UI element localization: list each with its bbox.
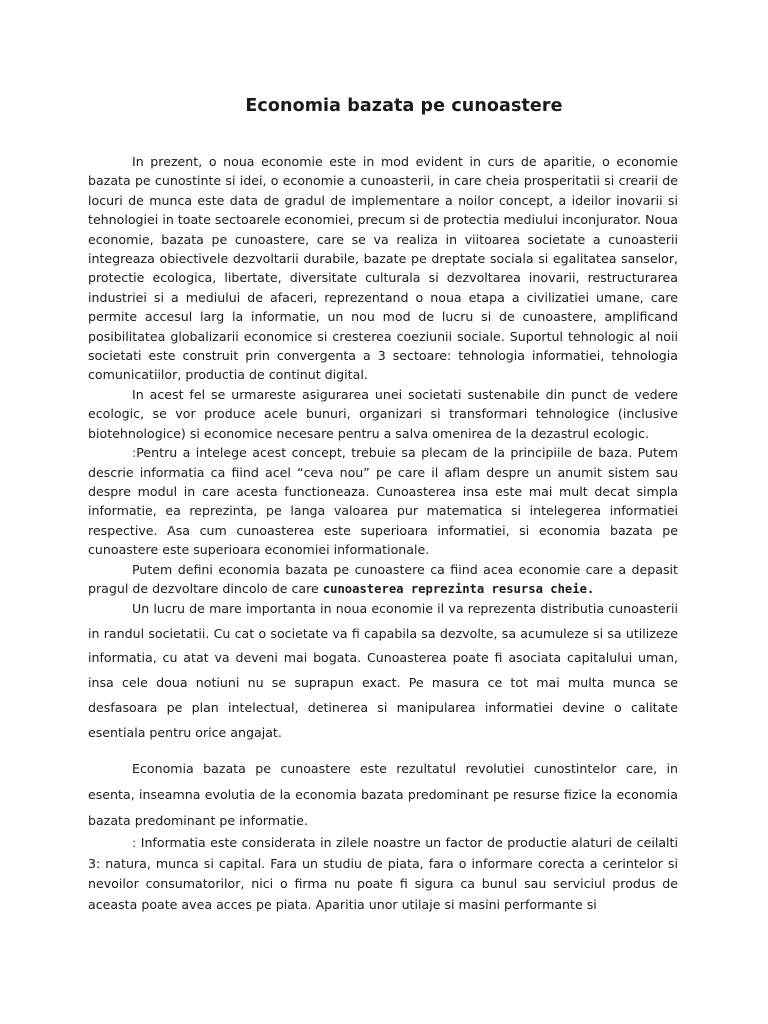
document-title: Economia bazata pe cunoastere xyxy=(245,96,563,116)
paragraph-3 xyxy=(88,443,678,559)
text-block-2 xyxy=(88,597,678,745)
paragraph-2: In acest fel se urmareste asigurarea unei societati sustenabile din punct de vedere ecologic, se vor produce acele bunuri, organizari si transformari tehnologice (inclusive biotehnologice) si economice necesare pentru a salva omenirea de la dezastrul ecologic. xyxy=(88,386,678,441)
text-block-3 xyxy=(88,756,678,834)
paragraph-marker: : xyxy=(132,835,137,850)
text-block-1 xyxy=(88,152,678,599)
paragraph-7 xyxy=(88,833,678,916)
text-block-4 xyxy=(88,833,678,916)
paragraph-4 xyxy=(88,560,678,600)
paragraph-5: Un lucru de mare importanta in noua economie il va reprezenta distributia cunoasterii in randul societatii. Cu cat o societate va fi capabila sa dezvolte, sa acumuleze si sa utilizeze informatia, cu atat va deveni mai bogata. Cunoasterea poate fi asociata capitalului uman, insa cele doua notiuni nu se suprapun exact. Pe masura ce tot mai multa munca se desfasoara pe plan intelectual, detinerea si manipularea informatiei devine o calitate esentiala pentru orice angajat. xyxy=(88,601,678,740)
paragraph-4-text: Putem defini economia bazata pe cunoastere ca fiind acea economie care a depasit pragul de dezvoltare dincolo de care xyxy=(88,561,678,596)
paragraph-7-text: Informatia este considerata in zilele noastre un factor de productie alaturi de ceilalti 3: natura, munca si capital. Fara un studiu de piata, fara o informare corecta a cerintelor si nevoilor consumatorilor, nici o firma nu poate fi sigura ca bunul sau serviciul produs de aceasta poate avea acces pe piata. Aparitia unor utilaje si masini performante si xyxy=(88,835,678,913)
paragraph-3-text: Pentru a intelege acest concept, trebuie sa plecam de la principiile de baza. Putem descrie informatia ca fiind acel “ceva nou” pe care il aflam despre un anumit sistem sau despre modul in care acesta functioneaza. Cunoasterea insa este mai mult decat simpla informatie, ea reprezinta, pe langa valoarea pur matematica si intelegerea informatiei respective. Asa cum cunoasterea este superioara informatiei, si economia bazata pe cunoastere este superioara economiei informationale. xyxy=(88,445,678,558)
emphasis-text: cunoasterea reprezinta resursa cheie. xyxy=(322,581,595,596)
paragraph-marker: : xyxy=(132,445,137,461)
paragraph-1: In prezent, o noua economie este in mod evident in curs de aparitie, o economie bazata pe cunostinte si idei, o economie a cunoasterii, in care cheia prosperitatii si crearii de locuri de munca este data de gradul de implementare a noilor concept, a ideilor inovarii si tehnologiei in toate sectoarele economiei, precum si de protectia mediului inconjurator. Noua economie, bazata pe cunoastere, care se va realiza in viitoarea societate a cunoasterii integreaza obiectivele dezvoltarii durabile, bazate pe dreptate sociala si egalitatea sanselor, protectie ecologica, libertate, diversitate culturala si dezvoltarea inovarii, restructurarea industriei si a mediului de afaceri, reprezentand o noua etapa a civilizatiei umane, care permite accesul larg la informatie, un nou mod de lucru si de cunoastere, amplificand posibilitatea globalizarii economice si cresterea coeziunii sociale. Suportul tehnologic al noii societati este construit prin convergenta a 3 sectoare: tehnologia informatiei, tehnologia comunicatiilor, productia de continut digital. xyxy=(88,154,678,383)
paragraph-6: Economia bazata pe cunoastere este rezultatul revolutiei cunostintelor care, in esenta, inseamna evolutia de la economia bazata predominant pe resurse fizice la economia bazata predominant pe informatie. xyxy=(88,761,678,828)
